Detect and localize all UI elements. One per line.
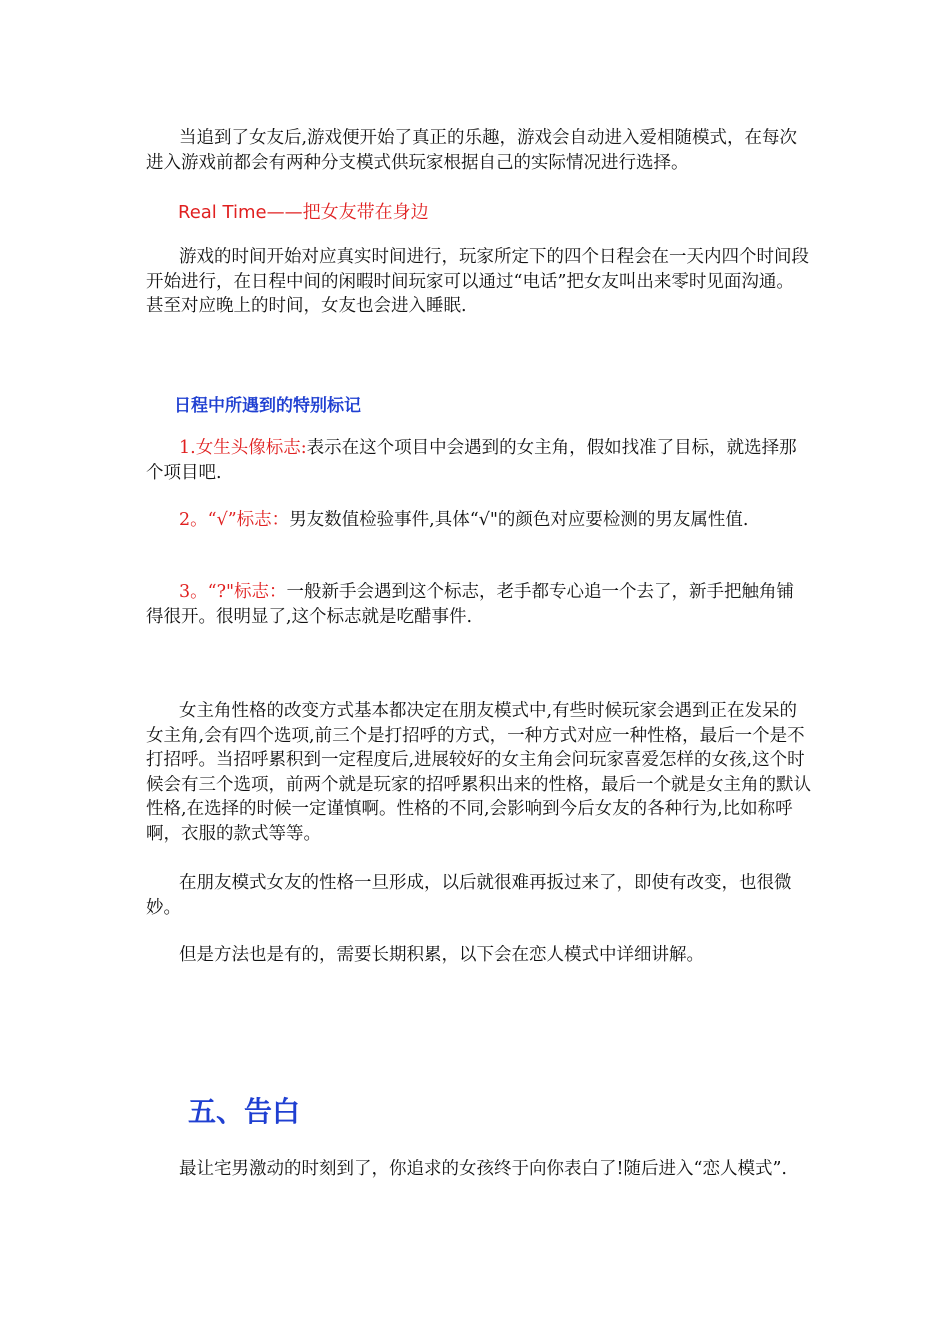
mark-2-label: 2。“√”标志：: [179, 510, 290, 530]
mark-1-text: 表示在这个项目中会遇到的女主角，假如找准了目标，就选择那个项目吧.: [146, 438, 797, 483]
realtime-heading: Real Time——把女友带在身边: [178, 202, 429, 223]
mark-2-text: 男友数值检验事件,具体“√"的颜色对应要检测的男友属性值.: [289, 510, 749, 530]
personality-fixed-paragraph: 在朋友模式女友的性格一旦形成，以后就很难再扳过来了，即使有改变，也很微妙。: [146, 873, 792, 918]
intro-paragraph: 当追到了女友后,游戏便开始了真正的乐趣，游戏会自动进入爱相随模式，在每次进入游戏前都会有两种分支模式供玩家根据自己的实际情况进行选择。: [146, 128, 798, 173]
special-marks-heading: 日程中所遇到的特别标记: [174, 396, 361, 416]
confession-paragraph: 最让宅男激动的时刻到了，你追求的女孩终于向你表白了!随后进入“恋人模式”.: [179, 1159, 787, 1179]
mark-3-label: 3。“?"标志：: [179, 582, 287, 602]
mark-item-3: [146, 580, 811, 629]
realtime-paragraph: 游戏的时间开始对应真实时间进行，玩家所定下的四个日程会在一天内四个时间段开始进行，在日程中间的闲暇时间玩家可以通过“电话”把女友叫出来零时见面沟通。甚至对应晚上的时间，女友也会进入睡眠.: [146, 247, 809, 316]
method-paragraph: 但是方法也是有的，需要长期积累，以下会在恋人模式中详细讲解。: [179, 945, 704, 965]
mark-3-text: 一般新手会遇到这个标志，老手都专心追一个去了，新手把触角铺得很开。很明显了,这个标志就是吃醋事件.: [146, 582, 795, 627]
personality-paragraph: 女主角性格的改变方式基本都决定在朋友模式中,有些时候玩家会遇到正在发呆的女主角,会有四个选项,前三个是打招呼的方式，一种方式对应一种性格，最后一个是不打招呼。当招呼累积到一定程度后,进展较好的女主角会问玩家喜爱怎样的女孩,这个时候会有三个选项，前两个就是玩家的招呼累积出来的性格，最后一个就是女主角的默认性格,在选择的时候一定谨慎啊。性格的不同,会影响到今后女友的各种行为,比如称呼啊，衣服的款式等等。: [146, 701, 811, 844]
chapter-heading: 五、告白: [188, 1095, 301, 1128]
mark-item-2: [146, 508, 811, 533]
mark-item-1: [146, 436, 811, 485]
mark-1-label: 1.女生头像标志:: [179, 438, 307, 458]
